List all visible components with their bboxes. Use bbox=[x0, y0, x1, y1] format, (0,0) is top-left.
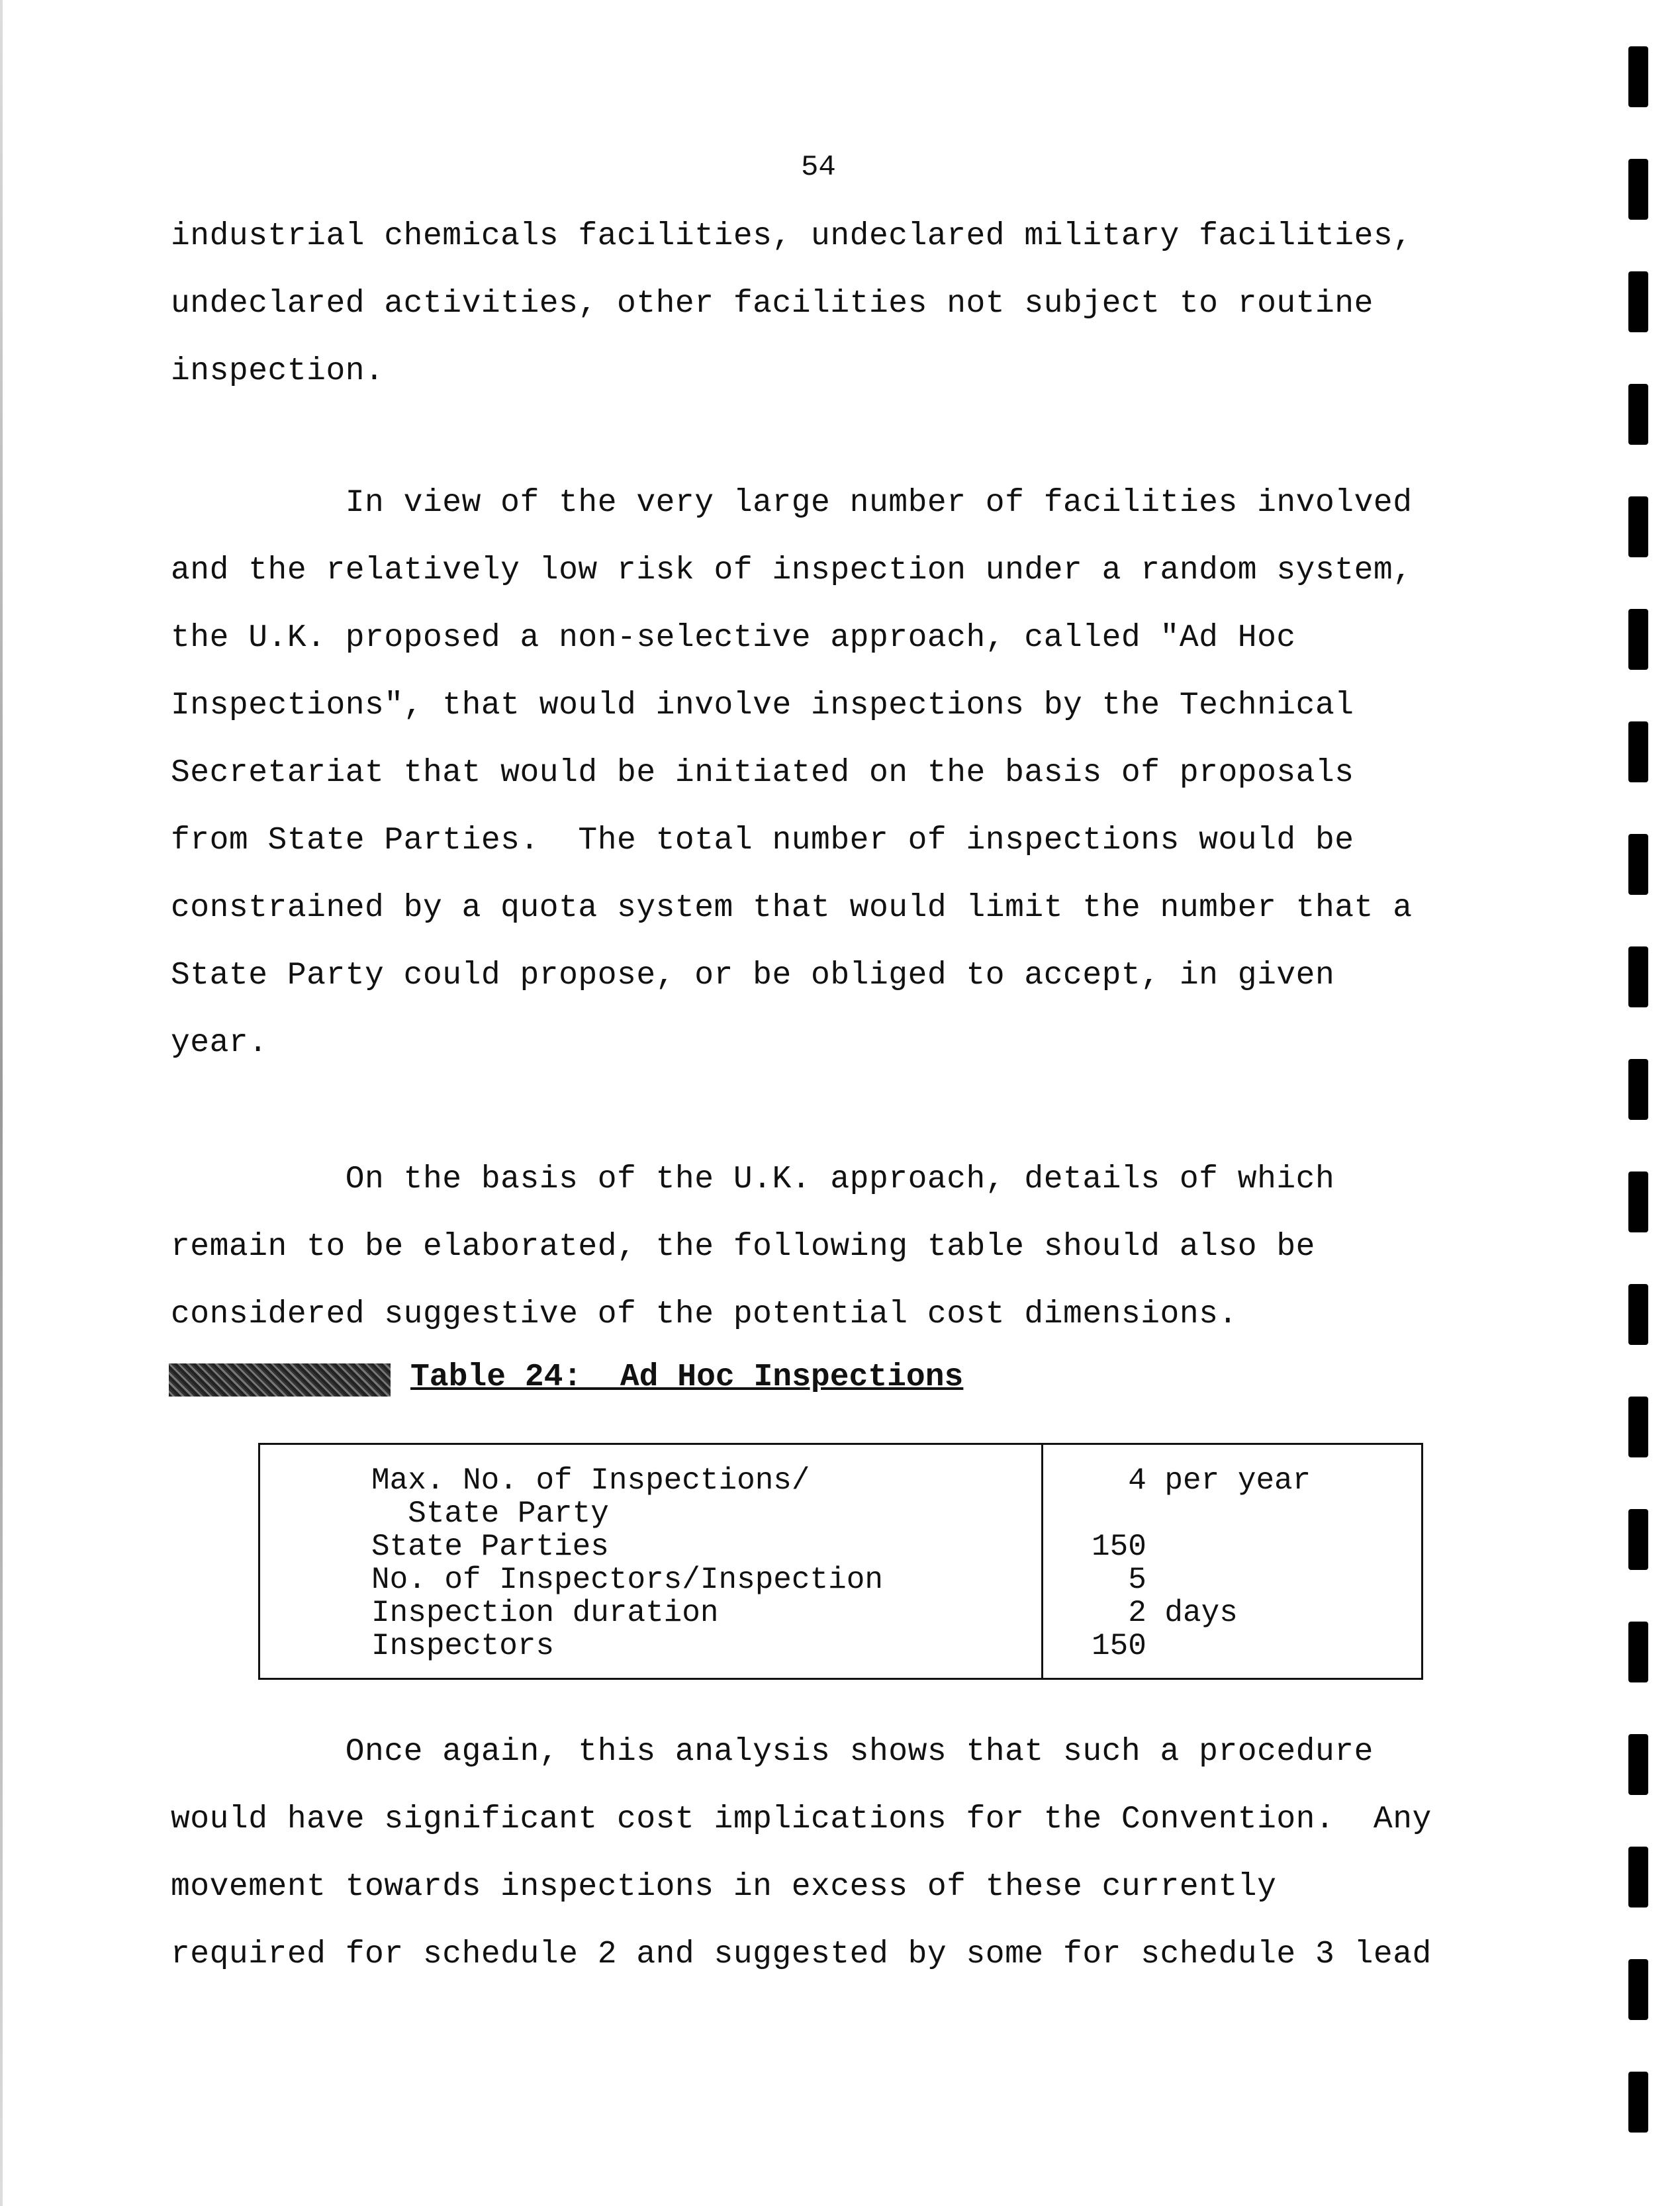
binder-mark bbox=[1628, 834, 1648, 895]
paragraph-2-line: constrained by a quota system that would limit the number that a bbox=[171, 890, 1413, 926]
table-column-divider bbox=[1041, 1445, 1043, 1678]
paragraph-2-line: In view of the very large number of facilities involved bbox=[171, 485, 1413, 521]
page-edge bbox=[0, 0, 3, 2206]
paragraph-3-line: considered suggestive of the potential cost dimensions. bbox=[171, 1297, 1238, 1332]
paragraph-3-line: remain to be elaborated, the following table should also be bbox=[171, 1229, 1315, 1265]
table-value-cell: 150 bbox=[1092, 1629, 1146, 1663]
binder-mark bbox=[1628, 721, 1648, 782]
paragraph-1-line: undeclared activities, other facilities not subject to routine bbox=[171, 286, 1374, 322]
binder-mark bbox=[1628, 159, 1648, 220]
binder-mark bbox=[1628, 1847, 1648, 1907]
redaction-block bbox=[169, 1363, 391, 1397]
table-value-cell: 4 per year bbox=[1092, 1463, 1311, 1498]
paragraph-2-line: and the relatively low risk of inspection under a random system, bbox=[171, 553, 1413, 588]
binder-mark bbox=[1628, 1622, 1648, 1682]
binder-mark bbox=[1628, 46, 1648, 107]
binder-mark bbox=[1628, 946, 1648, 1007]
table-value-cell: 2 days bbox=[1092, 1596, 1238, 1630]
paragraph-1-line: inspection. bbox=[171, 353, 385, 389]
table-label-cell: Max. No. of Inspections/ bbox=[371, 1463, 810, 1498]
binder-mark bbox=[1628, 1509, 1648, 1570]
paragraph-2-line: Inspections", that would involve inspections by the Technical bbox=[171, 688, 1354, 723]
paragraph-3-line: On the basis of the U.K. approach, details of which bbox=[171, 1162, 1335, 1197]
paragraph-2-line: from State Parties. The total number of inspections would be bbox=[171, 823, 1354, 858]
paragraph-2-line: State Party could propose, or be obliged to accept, in given bbox=[171, 958, 1335, 993]
table-label-cell: Inspection duration bbox=[371, 1596, 719, 1630]
table-caption: Table 24: Ad Hoc Inspections bbox=[410, 1359, 964, 1395]
paragraph-4-line: movement towards inspections in excess of these currently bbox=[171, 1869, 1277, 1905]
binder-mark bbox=[1628, 2072, 1648, 2133]
page-number: 54 bbox=[801, 151, 836, 184]
paragraph-2-line: year. bbox=[171, 1025, 268, 1061]
binder-mark bbox=[1628, 496, 1648, 557]
paragraph-2-line: Secretariat that would be initiated on the basis of proposals bbox=[171, 755, 1354, 791]
binder-mark bbox=[1628, 271, 1648, 332]
ad-hoc-inspections-table bbox=[258, 1443, 1423, 1680]
paragraph-2-line: the U.K. proposed a non-selective approach, called "Ad Hoc bbox=[171, 620, 1296, 656]
binder-mark bbox=[1628, 1284, 1648, 1345]
paragraph-4-line: required for schedule 2 and suggested by some for schedule 3 lead bbox=[171, 1937, 1432, 1972]
table-label-cell: No. of Inspectors/Inspection bbox=[371, 1563, 883, 1597]
binder-mark bbox=[1628, 1397, 1648, 1457]
table-label-cell: Inspectors bbox=[371, 1629, 555, 1663]
binder-mark bbox=[1628, 1734, 1648, 1795]
table-label-cell: State Party bbox=[371, 1496, 609, 1531]
paragraph-4-line: would have significant cost implications for the Convention. Any bbox=[171, 1802, 1432, 1837]
paragraph-1-line: industrial chemicals facilities, undeclared military facilities, bbox=[171, 218, 1413, 254]
table-value-cell: 150 bbox=[1092, 1530, 1146, 1564]
paragraph-4-line: Once again, this analysis shows that such a procedure bbox=[171, 1734, 1374, 1770]
binder-mark bbox=[1628, 1959, 1648, 2020]
table-label-cell: State Parties bbox=[371, 1530, 609, 1564]
binder-mark bbox=[1628, 609, 1648, 670]
binder-mark bbox=[1628, 384, 1648, 445]
table-value-cell: 5 bbox=[1092, 1563, 1146, 1597]
binder-mark bbox=[1628, 1172, 1648, 1232]
binder-mark bbox=[1628, 1059, 1648, 1120]
